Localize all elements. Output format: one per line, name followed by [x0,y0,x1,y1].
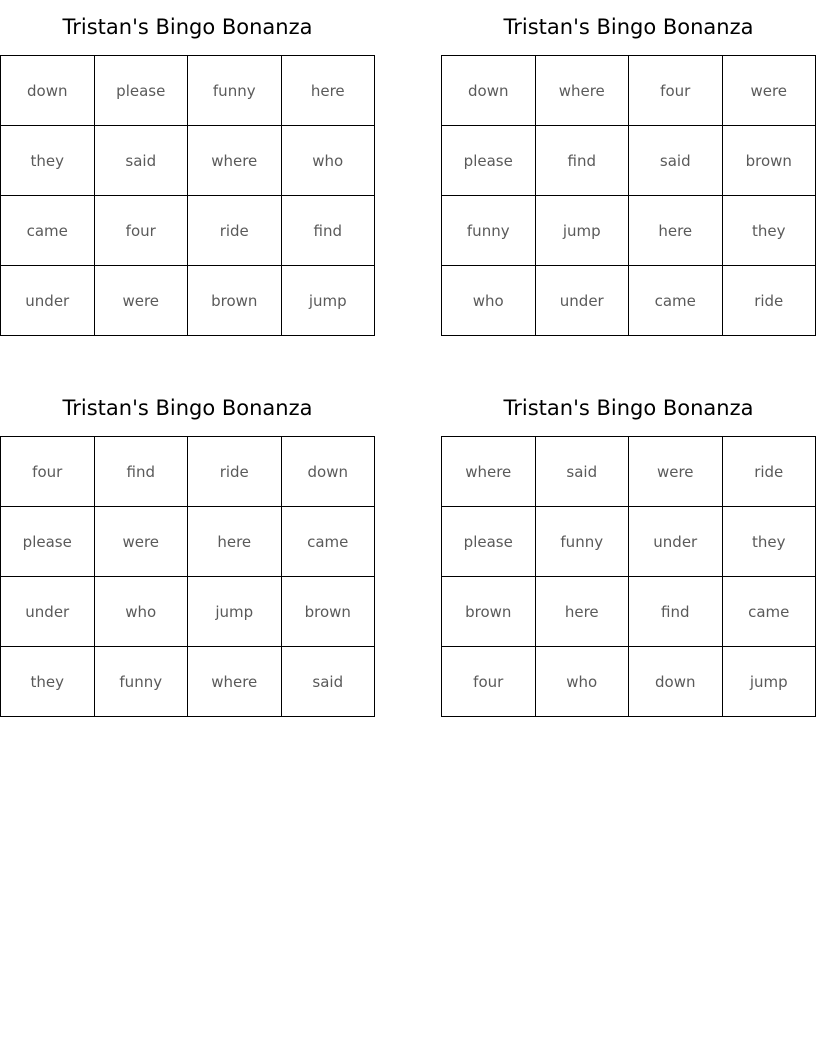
grid-cell: jump [722,647,816,717]
grid-cell: said [535,437,629,507]
grid-cell: came [629,266,723,336]
grid-cell: please [442,507,536,577]
grid-cell: please [442,126,536,196]
grid-cell: here [535,577,629,647]
grid-row [442,507,816,577]
grid-cell: where [442,437,536,507]
grid-cell: who [442,266,536,336]
grid-cell: under [535,266,629,336]
grid-cell: find [281,196,375,266]
grid-cell: came [1,196,95,266]
grid-cell: where [188,647,282,717]
grid-row [1,196,375,266]
grid-row [442,196,816,266]
grid-cell: where [188,126,282,196]
grid-cell: were [94,266,188,336]
grid-cell: brown [442,577,536,647]
grid-cell: they [1,647,95,717]
grid-cell: here [188,507,282,577]
grid-cell: brown [722,126,816,196]
grid-cell: four [442,647,536,717]
grid-cell: down [629,647,723,717]
grid-cell: under [1,577,95,647]
grid-cell: were [629,437,723,507]
bingo-grid [0,436,375,717]
grid-cell: said [94,126,188,196]
grid-cell: came [281,507,375,577]
bingo-card-4 [441,381,816,717]
card-title: Tristan's Bingo Bonanza [503,15,754,39]
grid-row [442,56,816,126]
bingo-grid [441,55,816,336]
grid-cell: down [1,56,95,126]
grid-cell: please [1,507,95,577]
grid-cell: jump [535,196,629,266]
grid-cell: where [535,56,629,126]
grid-cell: here [629,196,723,266]
grid-cell: ride [188,437,282,507]
grid-row [1,577,375,647]
grid-row [442,437,816,507]
grid-cell: came [722,577,816,647]
card-title: Tristan's Bingo Bonanza [62,15,313,39]
grid-cell: find [94,437,188,507]
grid-row [1,507,375,577]
grid-cell: funny [94,647,188,717]
grid-row [442,126,816,196]
grid-cell: said [281,647,375,717]
grid-row [1,437,375,507]
grid-cell: were [722,56,816,126]
bingo-card-2 [441,0,816,336]
grid-cell: four [629,56,723,126]
grid-cell: funny [535,507,629,577]
bingo-grid [0,55,375,336]
grid-cell: brown [281,577,375,647]
grid-cell: four [1,437,95,507]
grid-cell: jump [188,577,282,647]
card-title: Tristan's Bingo Bonanza [503,396,754,420]
grid-row [442,577,816,647]
grid-row [1,126,375,196]
grid-cell: brown [188,266,282,336]
grid-cell: find [629,577,723,647]
grid-row [1,266,375,336]
grid-cell: they [722,196,816,266]
bingo-card-3 [0,381,375,717]
grid-cell: under [1,266,95,336]
grid-cell: funny [188,56,282,126]
grid-cell: here [281,56,375,126]
grid-cell: they [722,507,816,577]
grid-cell: funny [442,196,536,266]
bingo-grid [441,436,816,717]
grid-cell: who [94,577,188,647]
grid-cell: down [442,56,536,126]
grid-row [442,647,816,717]
grid-cell: ride [722,437,816,507]
grid-cell: they [1,126,95,196]
grid-cell: ride [722,266,816,336]
grid-row [1,56,375,126]
grid-cell: were [94,507,188,577]
grid-cell: under [629,507,723,577]
bingo-card-1 [0,0,375,336]
grid-cell: who [535,647,629,717]
grid-cell: four [94,196,188,266]
grid-row [1,647,375,717]
grid-cell: said [629,126,723,196]
grid-cell: who [281,126,375,196]
grid-cell: down [281,437,375,507]
grid-cell: please [94,56,188,126]
grid-row [442,266,816,336]
grid-cell: ride [188,196,282,266]
grid-cell: jump [281,266,375,336]
grid-cell: find [535,126,629,196]
card-title: Tristan's Bingo Bonanza [62,396,313,420]
